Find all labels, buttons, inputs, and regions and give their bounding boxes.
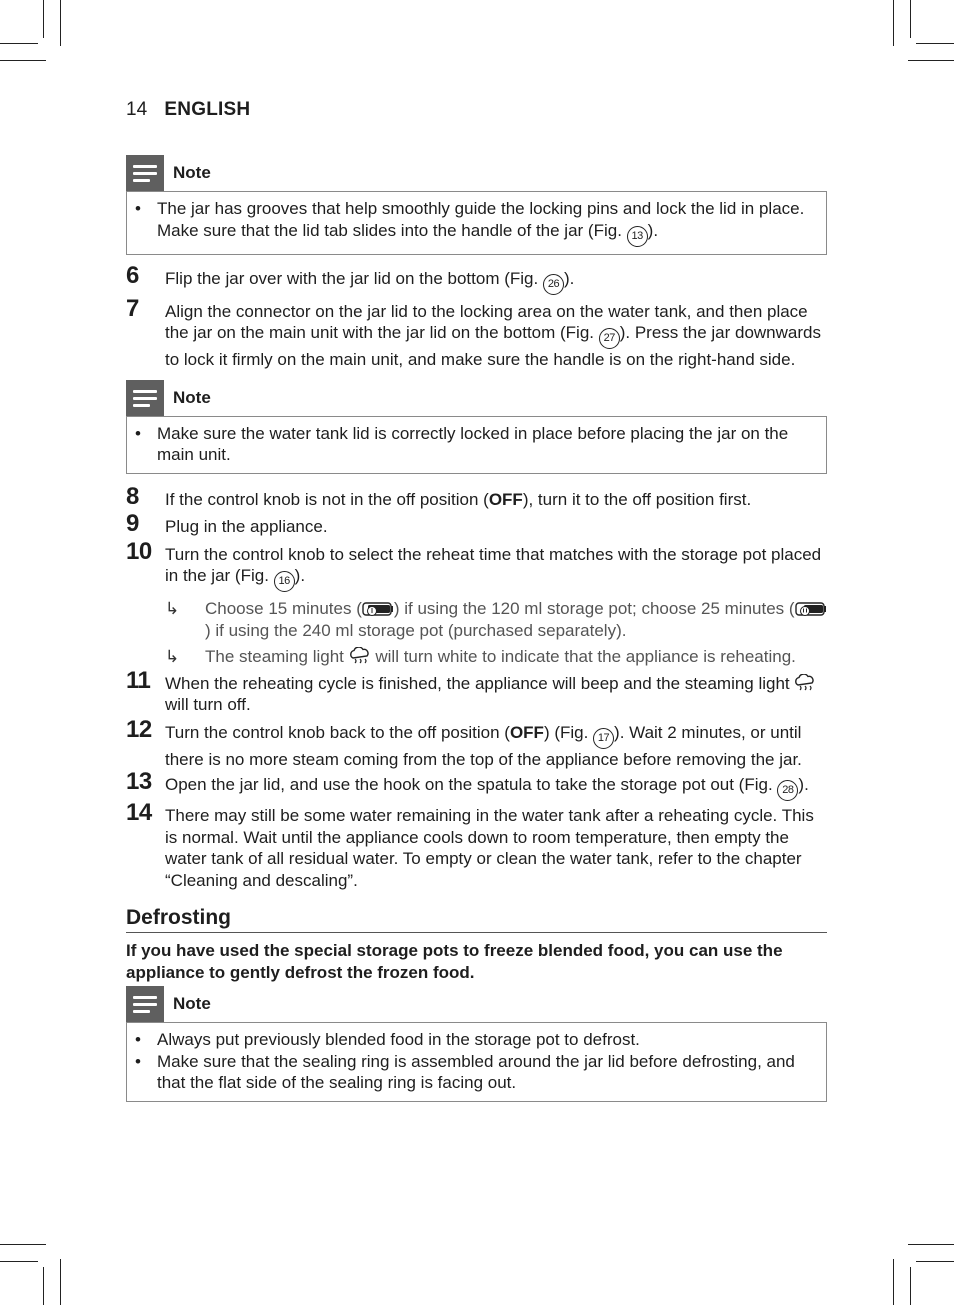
note-box xyxy=(126,416,827,474)
step-7: 7 Align the connector on the jar lid to the locking area on the water tank, and then place the jar on the main unit with the jar lid on the bottom (Fig. 27 ). Press the jar downwards to lock it firmly on the main unit, and make sure the handle is on the right-hand side. xyxy=(126,294,821,369)
steps-list-a xyxy=(126,261,827,371)
crop-mark xyxy=(60,1259,61,1305)
crop-mark xyxy=(893,1259,894,1305)
note-block xyxy=(126,986,827,1102)
step-12: 12 Turn the control knob back to the off position (OFF) (Fig. 17 ). Wait 2 minutes, or until there is no more steam coming from the top of the appliance before removing the jar. xyxy=(126,715,802,769)
step-8: 8 If the control knob is not in the off position (OFF), turn it to the off position first. xyxy=(126,482,752,510)
note-bullet: • Make sure the water tank lid is correctly locked in place before placing the jar on the main unit. xyxy=(157,423,816,466)
page-number: 14 xyxy=(126,99,148,120)
note-icon xyxy=(126,155,164,191)
crop-mark xyxy=(0,1244,46,1245)
note-bullet: • Always put previously blended food in the storage pot to defrost. xyxy=(157,1029,816,1051)
note-label: Note xyxy=(173,387,211,407)
crop-mark xyxy=(0,43,38,44)
figure-reference: 26 xyxy=(543,274,564,295)
result-arrow-icon: ↳ xyxy=(165,647,180,666)
note-box xyxy=(126,1022,827,1102)
note-bullet: • Make sure that the sealing ring is assembled around the jar lid before defrosting, and that the flat side of the sealing ring is facing out. xyxy=(157,1051,816,1094)
note-icon xyxy=(126,380,164,416)
result-arrow-icon: ↳ xyxy=(165,599,180,618)
figure-reference: 28 xyxy=(777,780,798,801)
language-label: ENGLISH xyxy=(164,99,251,120)
crop-mark xyxy=(916,1261,954,1262)
steps-list-b xyxy=(126,482,827,892)
step-6: 6 Flip the jar over with the jar lid on the bottom (Fig. 26 ). xyxy=(126,268,827,295)
crop-mark xyxy=(0,1261,38,1262)
page-content xyxy=(126,155,827,1102)
note-label: Note xyxy=(173,994,211,1013)
crop-mark xyxy=(60,0,61,46)
figure-reference: 13 xyxy=(627,226,648,247)
step-9: 9 Plug in the appliance. xyxy=(126,510,328,537)
section-intro: If you have used the special storage pots to freeze blended food, you can use the appliance to gently defrost the frozen food. xyxy=(126,941,783,982)
page-header xyxy=(126,99,250,121)
step-10: 10 Turn the control knob to select the reheat time that matches with the storage pot placed in the jar (Fig. 16 ). ↳ Choose 15 minutes ( ) if using the 120 ml storage pot; choose 25 minutes () if using the 240 ml storage pot (purchased separately). ↳ The steaming light will turn white to indicate that the appliance is reheating. xyxy=(126,544,827,668)
figure-reference: 16 xyxy=(274,571,295,592)
result-item: ↳ The steaming light will turn white to indicate that the appliance is reheating. xyxy=(165,647,796,666)
crop-mark xyxy=(910,0,911,38)
step-14: 14 There may still be some water remaining in the water tank after a reheating cycle. This is normal. Wait until the appliance cools down to room temperature, then empty the water tank of all residual water. To empty or clean the water tank, refer to the chapter “Cleaning and descaling”. xyxy=(126,799,814,890)
figure-reference: 17 xyxy=(593,728,614,749)
note-box xyxy=(126,191,827,255)
crop-mark xyxy=(910,1267,911,1305)
crop-mark xyxy=(43,0,44,38)
result-item: ↳ Choose 15 minutes ( ) if using the 120 ml storage pot; choose 25 minutes () if using the 240 ml storage pot (purchased separately). xyxy=(165,598,827,641)
steaming-light-icon xyxy=(349,647,371,666)
battery-1-icon xyxy=(362,601,394,617)
battery-2-icon xyxy=(795,601,827,617)
figure-reference: 27 xyxy=(599,328,620,349)
section-title: Defrosting xyxy=(126,906,827,933)
note-bullet: • The jar has grooves that help smoothly guide the locking pins and lock the lid in place. Make sure that the lid tab slides into the handle of the jar (Fig. 13 ). xyxy=(157,198,816,247)
note-icon xyxy=(126,986,164,1022)
crop-mark xyxy=(908,60,954,61)
note-block xyxy=(126,380,827,474)
note-block xyxy=(126,155,827,255)
crop-mark xyxy=(916,43,954,44)
step-11: 11 When the reheating cycle is finished, the appliance will beep and the steaming light will turn off. xyxy=(126,673,827,716)
crop-mark xyxy=(0,60,46,61)
steaming-light-icon xyxy=(794,674,816,693)
step-13: 13 Open the jar lid, and use the hook on the spatula to take the storage pot out (Fig. 28 ). xyxy=(126,774,827,801)
crop-mark xyxy=(893,0,894,46)
note-label: Note xyxy=(173,163,211,182)
crop-mark xyxy=(43,1267,44,1305)
crop-mark xyxy=(908,1244,954,1245)
